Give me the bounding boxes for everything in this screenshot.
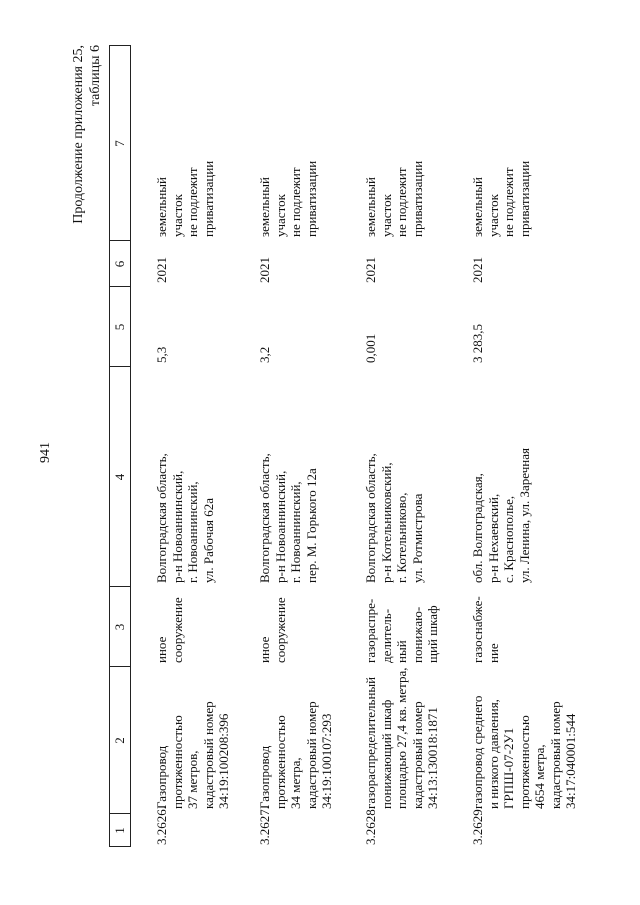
row-address (154, 453, 216, 583)
type-line: иное (257, 636, 272, 663)
address-line: обл. Волгоградская, (470, 473, 485, 583)
row-address (470, 448, 532, 583)
name-line: протяженностью (272, 715, 288, 809)
row-name (257, 701, 335, 809)
header-separator (130, 46, 131, 847)
name-line: площадью 27,4 кв. метра, (394, 667, 409, 809)
type-line: ние (485, 643, 501, 663)
column-header-6: 6 (112, 260, 127, 268)
name-line: кадастровый номер (547, 701, 563, 809)
column-header-3: 3 (112, 623, 127, 631)
address-line: Волгоградская область, (257, 453, 272, 583)
name-line: 34:19:100208:396 (216, 713, 231, 809)
note-line: участок (378, 194, 394, 237)
row-address (257, 453, 319, 583)
address-line: р-н Нехаевский, (485, 493, 501, 583)
address-line: р-н Новоаннинский, (169, 470, 185, 583)
name-line: 34 метра, (288, 757, 303, 809)
row-number: 3.2628. (363, 806, 378, 845)
column-header-4: 4 (112, 473, 127, 481)
row-value: 3 283,5 (470, 324, 485, 363)
address-line: Волгоградская область, (363, 453, 378, 583)
row-number: 3.2627. (257, 806, 272, 845)
address-line: р-н Новоаннинский, (272, 470, 288, 583)
note-line: не подлежит (394, 167, 409, 237)
address-line: ул. Ленина, ул. Заречная (516, 448, 532, 583)
row-value: 5,3 (154, 346, 169, 363)
name-line: кадастровый номер (409, 701, 425, 809)
type-line: иное (154, 636, 169, 663)
note-line: земельный (257, 177, 272, 237)
name-line: газораспределительный (363, 676, 378, 809)
type-line: газоснабже- (470, 596, 485, 663)
table-border-top (109, 46, 110, 847)
row-year: 2021 (154, 257, 169, 283)
name-line: 34:17:040001:544 (563, 713, 578, 809)
type-line: сооружение (169, 597, 185, 663)
note-line: участок (272, 194, 288, 237)
address-line: г. Новоаннинский, (288, 481, 303, 583)
address-line: ул. Ротмистрова (409, 493, 425, 583)
name-line: газопровод среднего (470, 695, 485, 809)
note-line: приватизации (516, 160, 532, 237)
column-header-1: 1 (112, 827, 127, 834)
name-line: 4654 метра, (532, 744, 547, 809)
type-line: делитель- (378, 608, 394, 663)
note-line: участок (485, 194, 501, 237)
name-line: протяженностью (169, 715, 185, 809)
row-type (257, 597, 288, 663)
name-line: кадастровый номер (303, 701, 319, 809)
name-line: и низкого давления, (485, 699, 501, 809)
column-header-5: 5 (112, 323, 127, 331)
row-year: 2021 (470, 257, 485, 283)
type-line: газораспре- (363, 598, 378, 663)
row-number: 3.2626. (154, 806, 169, 845)
address-line: пер. М. Горького 12а (303, 468, 319, 583)
row-note (470, 161, 532, 237)
name-line: кадастровый номер (200, 701, 216, 809)
type-line: понижаю- (409, 606, 425, 663)
row-type (154, 597, 185, 663)
row-name (363, 667, 441, 809)
name-line: 34:13:130018:1871 (425, 707, 440, 809)
row-type (363, 599, 441, 663)
note-line: не подлежит (185, 167, 200, 237)
note-line: земельный (470, 177, 485, 237)
note-line: участок (169, 194, 185, 237)
note-line: земельный (363, 177, 378, 237)
row-note (257, 161, 319, 237)
note-line: приватизации (409, 160, 425, 237)
row-year: 2021 (363, 257, 378, 283)
name-line: Газопровод (257, 745, 272, 809)
row-value: 3,2 (257, 346, 272, 363)
type-line: щий шкаф (425, 605, 440, 663)
column-header-2: 2 (112, 737, 127, 744)
row-type (470, 596, 501, 663)
column-header-7: 7 (112, 140, 127, 147)
caption-line-1: Продолжение приложения 25, (71, 45, 86, 224)
address-line: г. Котельниково, (394, 492, 409, 583)
table-caption (70, 45, 104, 345)
name-line: протяженностью (516, 715, 532, 809)
address-line: р-н Котельниковский, (378, 462, 394, 583)
name-line: 34:19:100107:293 (319, 713, 334, 809)
row-number: 3.2629. (470, 806, 485, 845)
name-line: Газопровод (154, 745, 169, 809)
note-line: не подлежит (501, 167, 516, 237)
name-line: 37 метров, (185, 750, 200, 809)
caption-line-2: таблицы 6 (88, 45, 103, 107)
type-line: сооружение (272, 597, 288, 663)
note-line: земельный (154, 177, 169, 237)
address-line: г. Новоаннинский, (185, 481, 200, 583)
address-line: ул. Рабочая 62а (200, 497, 216, 583)
name-line: понижающий шкаф (378, 699, 394, 809)
row-note (363, 161, 425, 237)
note-line: приватизации (200, 160, 216, 237)
row-value: 0,001 (363, 333, 378, 363)
row-name (470, 696, 579, 809)
page-number: 941 (38, 442, 53, 463)
row-year: 2021 (257, 257, 272, 283)
note-line: приватизации (303, 160, 319, 237)
type-line: ный (394, 640, 409, 663)
note-line: не подлежит (288, 167, 303, 237)
row-address (363, 453, 425, 583)
row-name (154, 701, 232, 809)
address-line: с. Краснополье, (501, 495, 516, 583)
row-note (154, 161, 216, 237)
address-line: Волгоградская область, (154, 453, 169, 583)
name-line: ГРПШ-07-2У1 (501, 727, 516, 809)
